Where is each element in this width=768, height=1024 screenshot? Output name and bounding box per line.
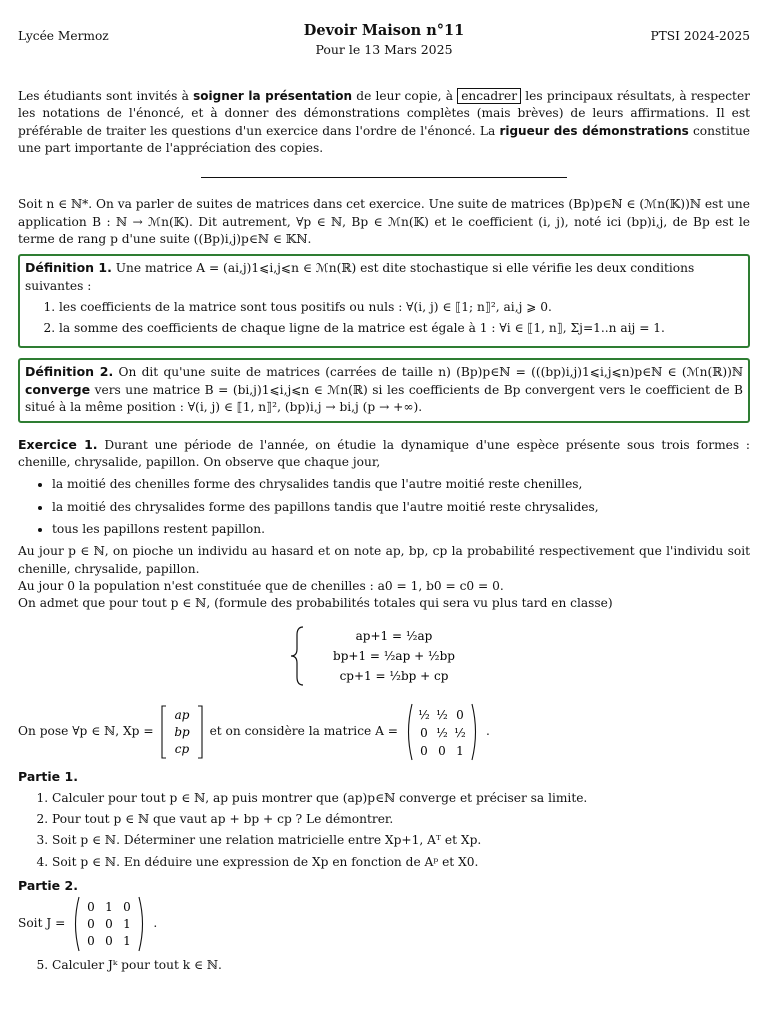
intro-bold-rigueur: rigueur des démonstrations	[499, 123, 689, 138]
question-item: 2. Pour tout p ∈ ℕ que vaut ap + bp + cp ? Le démontrer.	[52, 811, 750, 828]
instructions-paragraph	[18, 88, 750, 157]
matrix-A-entry: 1	[456, 743, 464, 758]
matrix-J-entry: 0	[87, 899, 96, 914]
vector-entry: cp	[174, 741, 189, 756]
question-item: 3. Soit p ∈ ℕ. Déterminer une relation matricielle entre Xp+1, Aᵀ et Xp.	[52, 832, 750, 849]
exercise-statement	[18, 436, 750, 472]
class-year: PTSI 2024-2025	[650, 29, 750, 43]
definition-2-box	[18, 358, 750, 423]
observation-item: • la moitié des chrysalides forme des papillons tandis que l'autre moitié reste chrysalides,	[52, 499, 750, 516]
intro-framed-word: encadrer	[457, 88, 521, 104]
system-line: bp+1 = ½ap + ½bp	[333, 648, 455, 663]
matrix-J-definition	[18, 895, 750, 953]
definition-1-condition: 1. les coefficients de la matrice sont tous positifs ou nuls : ∀(i, j) ∈ ⟦1; n⟧², ai,j ⩾ 0.	[59, 299, 743, 316]
matrix-J-entry: 0	[87, 933, 96, 948]
matrix-J-entry: 1	[123, 933, 132, 948]
exercise-label: Exercice 1.	[18, 436, 98, 452]
matrix-A-entry: ½	[436, 725, 448, 740]
exercise-paragraph-2: Au jour 0 la population n'est constituée que de chenilles : a0 = 1, b0 = c0 = 0.	[18, 578, 504, 593]
soit-J-text: Soit J =	[18, 916, 66, 931]
matrix-A-entry: ½	[418, 707, 430, 722]
intro-text-2: de leur copie, à	[352, 89, 458, 103]
definition-1-box	[18, 254, 750, 347]
matrix-J-entry: 1	[123, 916, 132, 931]
definition-2-converge: converge	[25, 381, 91, 397]
intro-text-4: constitue une part importante de l'appréciation des copies.	[18, 123, 751, 155]
part-2-questions	[18, 957, 750, 974]
definition-2-label: Définition 2.	[25, 363, 114, 379]
exercise-paragraph-3: On admet que pour tout p ∈ ℕ, (formule des probabilités totales qui sera vu plus tard en classe)	[18, 596, 613, 611]
due-date: Pour le 13 Mars 2025	[315, 41, 453, 57]
pose-period: .	[486, 724, 490, 739]
vector-entry: bp	[173, 724, 190, 739]
definition-2-text-2: vers une matrice B = (bi,j)1⩽i,j⩽n ∈ ℳn(ℝ) si les coefficients de Bp convergent vers le coefficient de B situé à la même position : ∀(i, j) ∈ ⟦1, n⟧², (bp)i,j → bi,j (p → +∞).	[25, 382, 743, 415]
recurrence-system	[18, 625, 750, 692]
part-1-questions	[18, 790, 750, 871]
observation-item: • tous les papillons restent papillon.	[52, 521, 750, 538]
part-1-title: Partie 1.	[18, 768, 78, 784]
matrix-J	[71, 895, 147, 953]
question-item: 1. Calculer pour tout p ∈ ℕ, ap puis montrer que (ap)p∈ℕ converge et préciser sa limite.	[52, 790, 750, 807]
matrix-J-entry: 1	[105, 899, 114, 914]
definition-2-statement	[25, 363, 743, 417]
pose-text-2: et on considère la matrice A =	[209, 724, 398, 739]
context-paragraph: Soit n ∈ ℕ*. On va parler de suites de matrices dans cet exercice. Une suite de matrices (Bp)p∈ℕ ∈ (ℳn(𝕂))ℕ est une application B : ℕ → ℳn(𝕂). Dit autrement, ∀p ∈ ℕ, Bp ∈ ℳn(𝕂) et le coefficient (i, j), noté ici (bp)i,j, de Bp est le terme de rang p d'une suite ((Bp)i,j)p∈ℕ ∈ 𝕂ℕ.	[18, 197, 750, 246]
matrix-A-entry: 0	[420, 725, 428, 740]
vector-Xp	[160, 704, 204, 760]
matrix-J-entry: 0	[105, 933, 114, 948]
matrix-A-entry: ½	[454, 725, 466, 740]
matrix-J-entry: 0	[87, 916, 96, 931]
matrix-A-entry: 0	[420, 743, 428, 758]
question-item: 5. Calculer Jᵏ pour tout k ∈ ℕ.	[52, 957, 750, 974]
observation-item: • la moitié des chenilles forme des chrysalides tandis que l'autre moitié reste chenilles,	[52, 476, 750, 493]
definition-1-label: Définition 1.	[25, 260, 112, 276]
part-2-title: Partie 2.	[18, 877, 78, 893]
system-line: cp+1 = ½bp + cp	[339, 668, 449, 683]
separator-rule	[201, 177, 567, 178]
pose-text-1: On pose ∀p ∈ ℕ, Xp =	[18, 724, 154, 739]
intro-text-1: Les étudiants sont invités à	[18, 89, 194, 103]
matrix-A-entry: ½	[436, 707, 448, 722]
exercise-observations	[18, 476, 750, 538]
exercise-text: Durant une période de l'année, on étudie la dynamique d'une espèce présente sous trois formes : chenille, chrysalide, papillon. On observe que chaque jour,	[18, 437, 751, 469]
recurrence-system-svg	[289, 625, 479, 687]
definition-2-text-1: On dit qu'une suite de matrices (carrées de taille n) (Bp)p∈ℕ = (((bp)i,j)1⩽i,j⩽n)p∈ℕ ∈ (ℳn(ℝ))ℕ	[118, 364, 743, 379]
definition-1-condition: 2. la somme des coefficients de chaque ligne de la matrice est égale à 1 : ∀i ∈ ⟦1, n⟧, Σj=1..n aij = 1.	[59, 320, 743, 337]
exercise-paragraph-1: Au jour p ∈ ℕ, on pioche un individu au hasard et on note ap, bp, cp la probabilité respectivement que l'individu soit chenille, chrysalide, papillon.	[18, 544, 750, 576]
school-name: Lycée Mermoz	[18, 29, 109, 43]
matrix-J-entry: 0	[105, 916, 114, 931]
pose-definitions	[18, 702, 750, 762]
definition-1-conditions	[25, 299, 743, 338]
question-item: 4. Soit p ∈ ℕ. En déduire une expression de Xp en fonction de Aᵖ et X0.	[52, 854, 750, 871]
matrix-A	[404, 702, 480, 762]
matrix-A-entry: 0	[438, 743, 446, 758]
left-brace-icon	[291, 627, 303, 685]
intro-text-3: les principaux résultats, à respecter les notations de l'énoncé, et à donner des démonstrations complètes (mais brèves) de leurs affirmations. Il est préférable de traiter les questions d'un exercice dans l'ordre de l'énoncé. La	[18, 89, 750, 138]
matrix-A-entry: 0	[456, 707, 464, 722]
matrix-J-entry: 0	[123, 899, 132, 914]
system-line: ap+1 = ½ap	[355, 628, 433, 643]
title-block	[18, 22, 750, 59]
page-title: Devoir Maison n°11	[303, 22, 465, 39]
vector-entry: ap	[174, 707, 189, 722]
definition-1-text: Une matrice A = (ai,j)1⩽i,j⩽n ∈ ℳn(ℝ) est dite stochastique si elle vérifie les deux conditions suivantes :	[25, 261, 695, 293]
definition-1-statement	[25, 259, 743, 295]
soit-J-period: .	[153, 916, 158, 931]
header	[18, 22, 750, 62]
intro-bold-presentation: soigner la présentation	[193, 89, 353, 103]
